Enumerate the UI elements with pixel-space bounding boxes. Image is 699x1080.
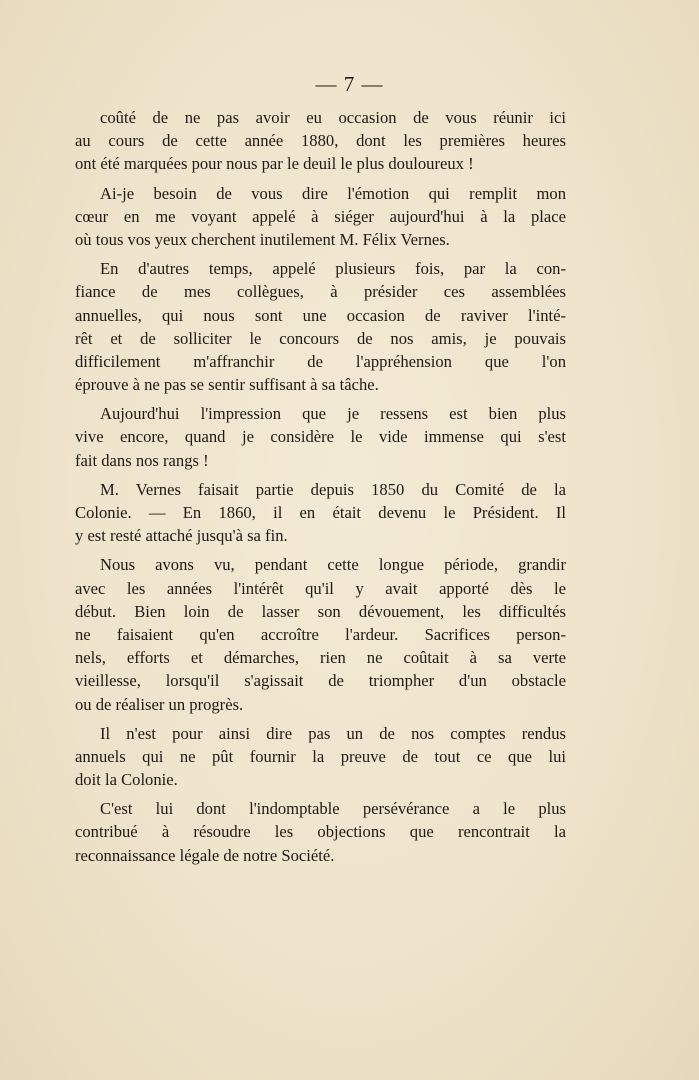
text-line: difficilement m'affranchir de l'appréhension que l'on [75,351,566,371]
text-line: C'est lui dont l'indomptable persévérance a le plus [100,799,566,819]
body-text [75,106,566,867]
text-line: Colonie. — En 1860, il en était devenu le Président. Il [75,503,566,522]
text-line: Aujourd'hui l'impression que je ressens est bien plus [100,404,566,424]
paragraph [75,106,566,176]
text-line: M. Vernes faisait partie depuis 1850 du Comité de la [100,479,566,499]
text-line: Ai-je besoin de vous dire l'émotion qui remplit mon [100,183,566,203]
text-line: au cours de cette année 1880, dont les premières heures [75,131,566,151]
text-line: nels, efforts et démarches, rien ne coûtait à sa verte [75,648,566,668]
paragraph [75,553,566,715]
text-line: début. Bien loin de lasser son dévouement, les difficultés [75,601,566,621]
text-line: Il n'est pour ainsi dire pas un de nos comptes rendus [100,723,566,743]
text-line: contribué à résoudre les objections que rencontrait la [75,822,566,842]
text-line: ou de réaliser un progrès. [75,694,244,714]
text-line: vive encore, quand je considère le vide immense qui s'est [75,427,566,447]
paragraph [75,478,566,548]
page-number: — 7 — [315,72,384,96]
text-line: ne faisaient qu'en accroître l'ardeur. Sacrifices person- [75,624,566,644]
text-line: rêt et de solliciter le concours de nos amis, je pouvais [75,328,566,348]
text-line: ont été marquées pour nous par le deuil le plus douloureux ! [75,154,474,174]
paragraph [75,797,566,867]
paragraph [75,257,566,396]
text-line: coûté de ne pas avoir eu occasion de vous réunir ici [100,108,566,127]
text-line: fait dans nos rangs ! [75,450,209,470]
text-line: cœur en me voyant appelé à siéger aujourd'hui à la place [75,206,566,226]
text-line: reconnaissance légale de notre Société. [75,845,335,865]
text-line: où tous vos yeux cherchent inutilement M. Félix Vernes. [75,229,450,249]
text-line: fiance de mes collègues, à présider ces assemblées [75,282,566,302]
text-line: En d'autres temps, appelé plusieurs fois, par la con- [100,259,566,279]
text-line: éprouve à ne pas se sentir suffisant à sa tâche. [75,375,379,395]
text-line: annuels qui ne pût fournir la preuve de tout ce que lui [75,746,566,766]
text-line: avec les années l'intérêt qu'il y avait apporté dès le [75,578,566,598]
text-line: doit la Colonie. [75,770,178,790]
paragraph [75,402,566,472]
text-line: vieillesse, lorsqu'il s'agissait de triompher d'un obstacle [75,671,566,691]
text-line: annuelles, qui nous sont une occasion de raviver l'inté- [75,305,566,325]
text-line: y est resté attaché jusqu'à sa fin. [75,526,288,546]
paragraph [75,182,566,252]
paragraph [75,722,566,792]
text-line: Nous avons vu, pendant cette longue période, grandir [100,555,566,575]
